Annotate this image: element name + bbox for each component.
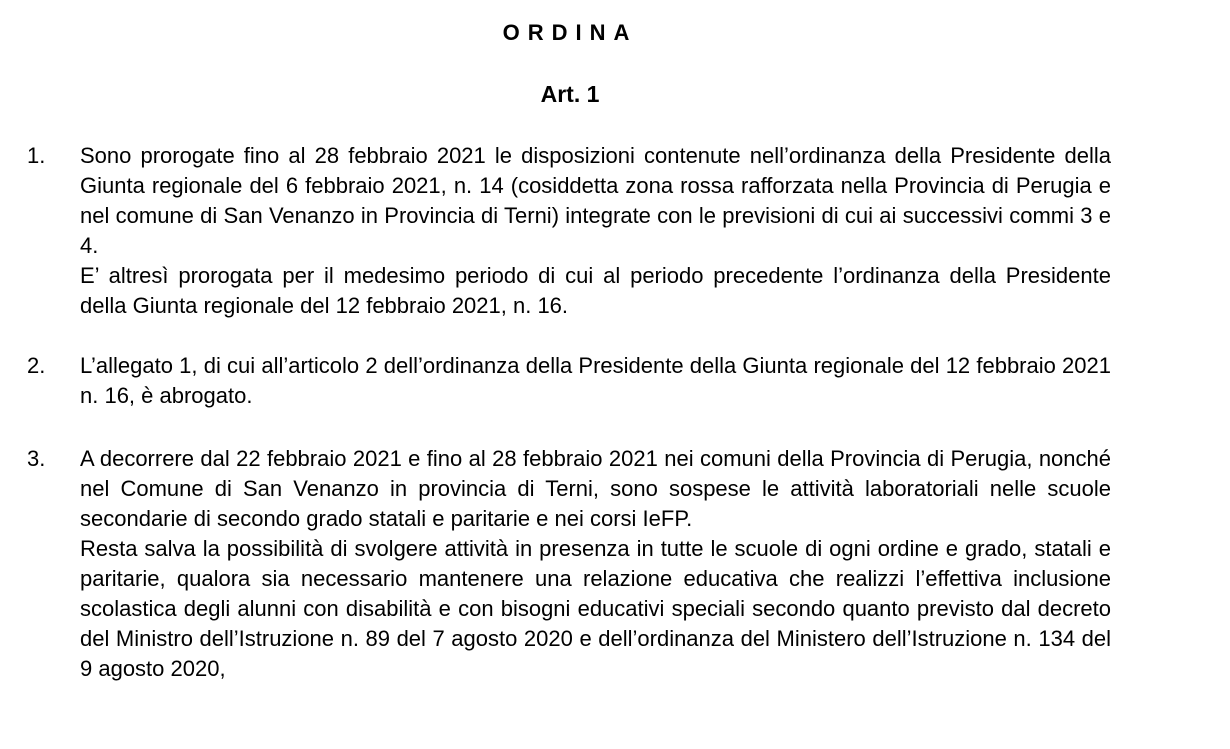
item-paragraph: Resta salva la possibilità di svolgere attività in presenza in tutte le scuole di ogni ordine e grado, statali e paritarie, qualora sia necessario mantenere una relazione educativa che realizzi l’effettiva inclusione scolastica degli alunni con disabilità e con bisogni educativi speciali secondo quanto previsto dal decreto del Ministro dell’Istruzione n. 89 del 7 agosto 2020 e dell’ordinanza del Ministero dell’Istruzione n. 134 del 9 agosto 2020, [80,536,1111,681]
item-paragraph: A decorrere dal 22 febbraio 2021 e fino al 28 febbraio 2021 nei comuni della Provincia di Perugia, nonché nel Comune di San Venanzo in provincia di Terni, sono sospese le attività laboratoriali nelle scuole secondarie di secondo grado statali e paritarie e nei corsi IeFP. [80,446,1111,531]
item-paragraph: L’allegato 1, di cui all’articolo 2 dell’ordinanza della Presidente della Giunta regionale del 12 febbraio 2021 n. 16, è abrogato. [80,353,1111,408]
item-body [80,351,1111,411]
article-title: Art. 1 [540,81,600,107]
item-body [80,444,1111,684]
item-paragraph: Sono prorogate fino al 28 febbraio 2021 le disposizioni contenute nell’ordinanza della Presidente della Giunta regionale del 6 febbraio 2021, n. 14 (cosiddetta zona rossa rafforzata nella Provincia di Perugia e nel comune di San Venanzo in Provincia di Terni) integrate con le previsioni di cui ai successivi commi 3 e 4. [80,143,1111,258]
item-number: 1. [27,143,46,168]
item-number: 3. [27,446,46,471]
document-heading: ORDINA [502,20,638,45]
item-number: 2. [27,353,46,378]
item-body [80,141,1111,321]
item-paragraph: E’ altresì prorogata per il medesimo periodo di cui al periodo precedente l’ordinanza della Presidente della Giunta regionale del 12 febbraio 2021, n. 16. [80,263,1111,318]
